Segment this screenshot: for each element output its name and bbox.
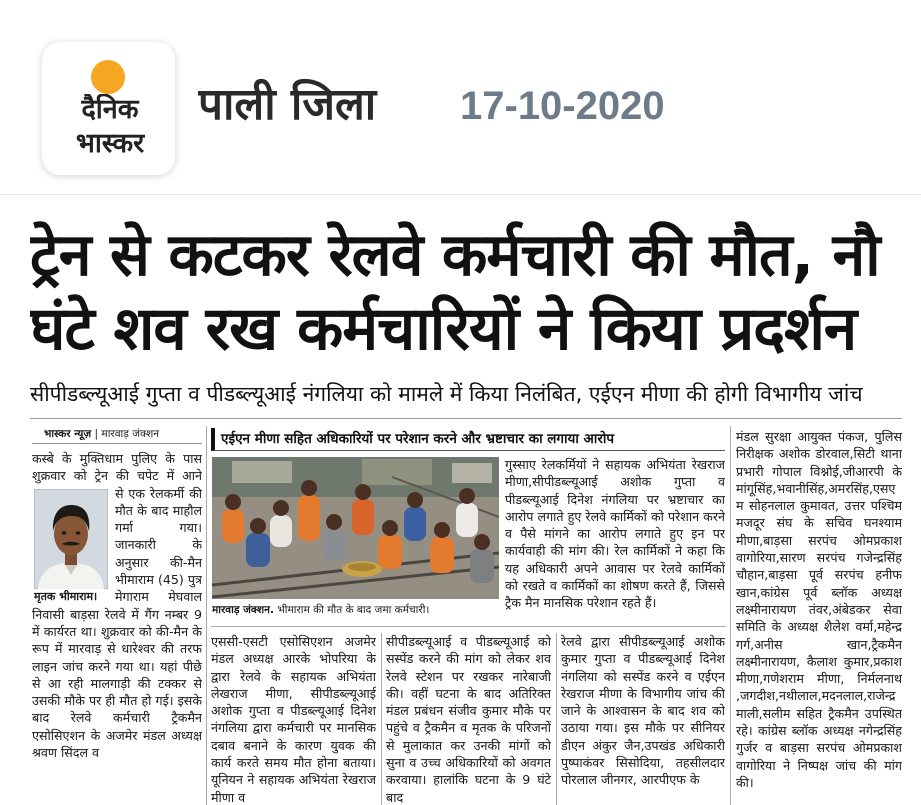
byline-source: भास्कर न्यूज़ <box>44 428 92 440</box>
logo-sun-dot-icon <box>91 60 125 94</box>
deceased-portrait <box>34 489 110 604</box>
article-column-3-text: सीपीडब्ल्यूआई व पीडब्ल्यूआई को सस्पेंड करने की मांग को लेकर शव रेलवे स्टेशन पर रखकर नारेबाजी की। वहीं घटना के बाद अतिरिक्त मंडल प्रबंधन संजीव कुमार मौके पर पहुंचे व ट्रैकमैन व मृतक के परिजनों से मुलाकात कर उनकी मांगों को सुना व उच्च अधिकारियों को अवगत करवाया। हालांकि घटना के 9 घंटे बाद <box>386 634 551 805</box>
photo-caption-text: भीमाराम की मौत के बाद जमा कर्मचारी। <box>277 604 430 616</box>
photo-caption <box>212 601 499 619</box>
article-column-4 <box>561 633 725 805</box>
article-lead-text: कस्बे के मुक्तिधाम पुलिए के पास शुक्रवार को ट्रेन की चपेट में आने <box>32 451 202 484</box>
column-divider <box>381 633 382 805</box>
byline <box>32 426 202 444</box>
photo-caption-place: मारवाड़ जंक्शन. <box>212 604 274 616</box>
edition-district: पाली जिला <box>198 79 377 130</box>
byline-location: मारवाड़ जंक्शन <box>101 428 160 440</box>
subheadline-divider <box>30 418 902 419</box>
sidebar-title: एईएन मीणा सहित अधिकारियों पर परेशान करने और भ्रष्टाचार का लगाया आरोप <box>211 428 725 451</box>
subheadline: सीपीडब्ल्यूआई गुप्ता व पीडब्ल्यूआई नंगलिया को मामले में किया निलंबित, एईएन मीणा की होगी विभागीय जांच <box>30 382 863 406</box>
byline-separator: | <box>94 428 99 440</box>
article-column-2 <box>211 633 376 805</box>
article-body-text: से एक रेलकर्मी की मौत के बाद माहौल गर्मा गया। जानकारी के अनुसार की-मैन भीमाराम (45) पुत्र मेगाराम मेघवाल निवासी बाड़सा रेलवे में गैंग नम्बर 9 में कार्यरत था। शुक्रवार को की-मैन के रूप में मारवाड़ से धारेश्वर की तरफ लाइन जांच करने गया था। यहां पीछे से आ रही मालगाड़ी की टक्कर से उसकी मौके पर ही मौत हो गई। इसके बाद रेलवे कर्मचारी ट्रैकमैन एसोसिएशन के अजमेर मंडल अध्यक्ष श्रवण सिंदल व <box>32 485 202 761</box>
group-photo-icon <box>212 457 499 599</box>
logo-text-line2: भास्कर <box>75 128 145 159</box>
column-divider <box>206 426 207 805</box>
portrait-photo-icon <box>34 489 108 589</box>
column-divider <box>556 633 557 805</box>
headline-line-2: घंटे शव रख कर्मचारियों ने किया प्रदर्शन <box>30 294 857 364</box>
article-column-1 <box>32 426 202 805</box>
sidebar-text: गुस्साए रेलकर्मियों ने सहायक अभियंता रेखराज मीणा,सीपीडब्ल्यूआई अशोक गुप्ता व पीडब्ल्यूआई दिनेश नंगलिया पर भ्रष्टाचार का आरोप लगाते हुए रेलवे कार्मिकों को परेशान करने व पैसे मांगने का आरोप लगाते हुए इन पर कार्यवाही की मांग की। रेल कार्मिकों ने कहा कि यह अधिकारी अपने आवास पर रेलवे कार्मिकों को रखते व कार्मिकों का शोषण करते हैं, जिससे ट्रैक मैन मानसिक परेशान रहते हैं। <box>505 457 725 611</box>
portrait-caption: मृतक भीमाराम। <box>34 589 98 603</box>
article-column-5-text: मंडल सुरक्षा आयुक्त पंकज, पुलिस निरीक्षक अशोक डोरवाल,सिटी थाना प्रभारी गोपाल विश्नोई,जीआरपी के मांगूसिंह,भवानीसिंह,अमरसिंह,एसएम सोहनलाल कुमावत, उत्तर पश्चिम मजदूर संघ के सचिव घनश्याम मीणा,बाड़सा सरपंच ओमप्रकाश वागोरिया,सारण सरपंच गजेन्द्रसिंह चौहान,बाड़सा पूर्व सरपंच हनीफ खान,कांग्रेस पूर्व ब्लॉक अध्यक्ष लक्ष्मीनारायण तंवर,अंबेडकर सेवा समिति के अध्यक्ष शैलेश वर्मा,महेन्द्र गर्ग,अनीस खान,ट्रैकमैन लक्ष्मीनारायण, कैलाश कुमार,प्रकाश मीणा,गणेशराम मीणा, निर्मलनाथ ,जगदीश,नथीलाल,मदनलाल,राजेन्द्र माली,सलीम सहित ट्रैकमैन उपस्थित रहे। कांग्रेस ब्लॉक अध्यक्ष नगेन्द्रसिंह गुर्जर व बाड़सा सरपंच ओमप्रकाश वागोरिया ने निष्पक्ष जांच की मांग की। <box>736 429 902 790</box>
article-column-4-text: रेलवे द्वारा सीपीडब्ल्यूआई अशोक कुमार गुप्ता व पीडब्ल्यूआई दिनेश नंगलिया को सस्पेंड करने व एईएन रेखराज मीणा के विभागीय जांच की जाने के आश्वासन के बाद शव को उठाया गया। इस मौके पर सीनियर डीएन अंकुर जैन,उपखंड अधिकारी पुष्पाकंवर सिसोदिया, तहसीलदार पोरलाल जीनगर, आरपीएफ के <box>561 634 725 788</box>
article-column-2-text: एससी-एसटी एसोसिएशन अजमेर मंडल अध्यक्ष आरके भोपरिया के द्वारा रेलवे के सहायक अभियंता लेखराज मीणा, सीपीडब्ल्यूआई अशोक गुप्ता व पीडब्ल्यूआई दिनेश नंगलिया द्वारा कर्मचारी पर मानसिक दबाव बनाने के कारण युवक की कार्य करते समय मौत होना बताया। यूनियन ने सहायक अभियंता रेखराज मीणा व <box>211 634 376 805</box>
column-divider <box>730 426 731 805</box>
edition-date: 17-10-2020 <box>460 84 665 128</box>
header-divider <box>0 194 921 195</box>
article-column-3 <box>386 633 551 805</box>
article-column-5 <box>736 428 902 805</box>
logo-text-line1: दैनिक <box>81 94 139 125</box>
headline-line-1: ट्रेन से कटकर रेलवे कर्मचारी की मौत, नौ <box>30 220 880 289</box>
dainik-bhaskar-logo <box>42 42 175 175</box>
photo-box-divider <box>211 626 726 627</box>
photo-sidebar-box <box>211 426 725 622</box>
